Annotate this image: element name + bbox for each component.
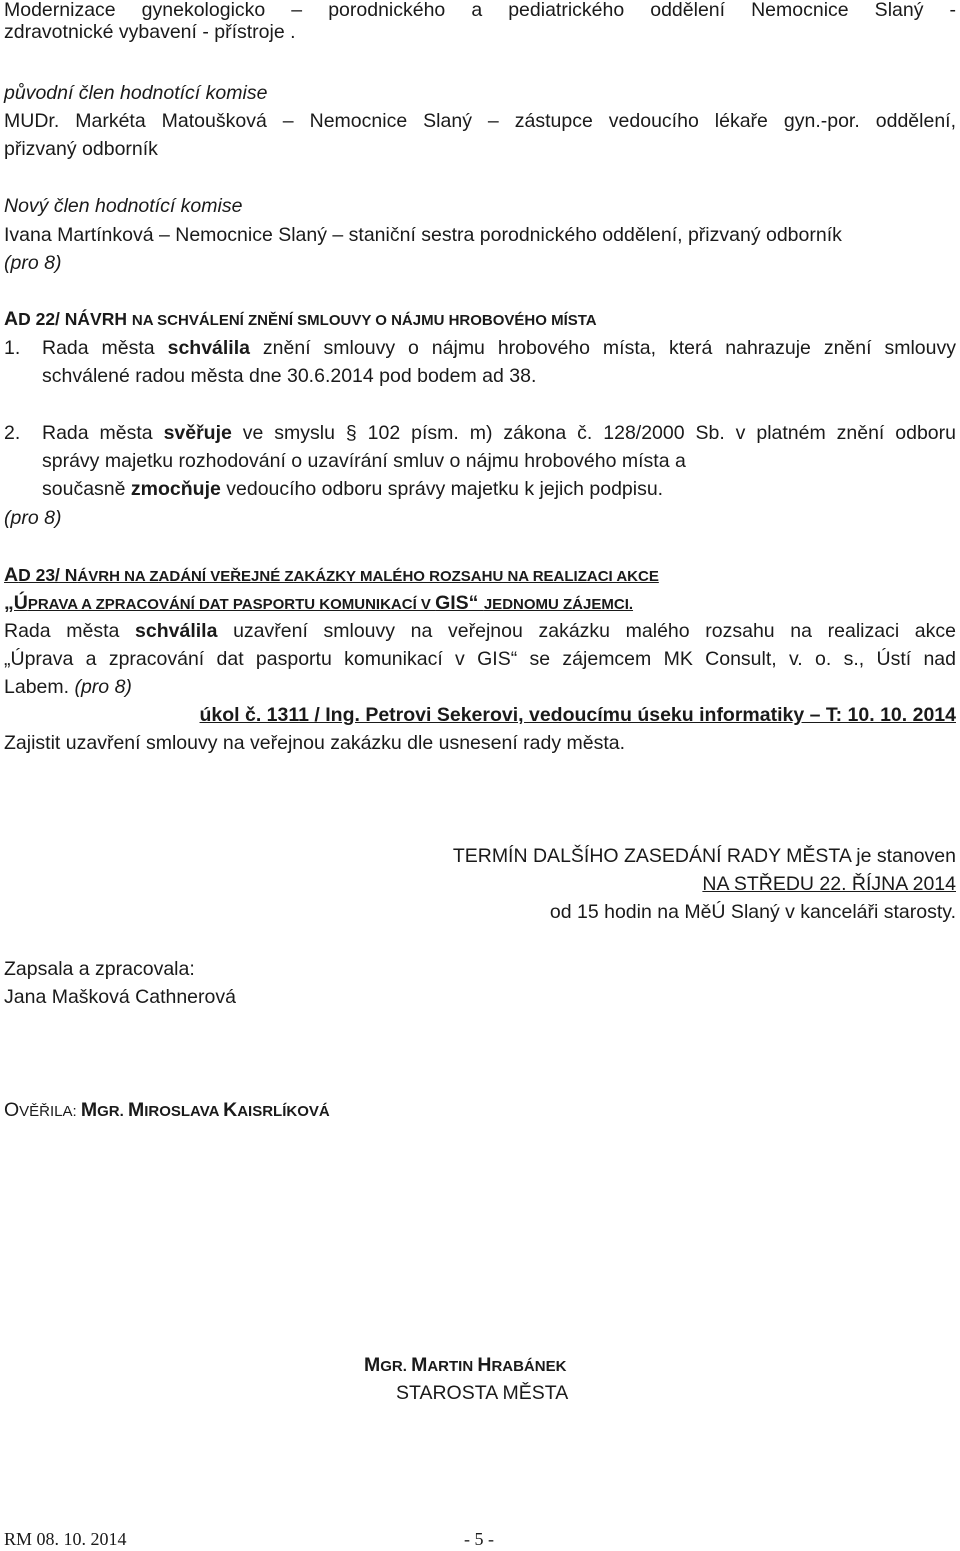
recorded-by-name: Jana Mašková Cathnerová — [4, 986, 236, 1008]
ad22-item-1-line-2: schválené radou města dne 30.6.2014 pod bodem ad 38. — [42, 365, 537, 387]
mayor-name: MGR. MARTIN HRABÁNEK — [364, 1354, 567, 1376]
new-member-heading: Nový člen hodnotící komise — [4, 195, 243, 217]
ad23-title-line-1: AD 23/ NÁVRH NA ZADÁNÍ VEŘEJNÉ ZAKÁZKY MALÉHO ROZSAHU NA REALIZACI AKCE — [4, 564, 659, 586]
footer-date: RM 08. 10. 2014 — [4, 1529, 127, 1549]
ad23-body-line-3: Labem. (pro 8) — [4, 676, 132, 698]
header-line-1: Modernizace gynekologicko – porodnického a pediatrického oddělení Nemocnice Slaný - — [4, 0, 956, 21]
ad22-item-2-line-1: Rada města svěřuje ve smyslu § 102 písm. m) zákona č. 128/2000 Sb. v platném znění odboru — [42, 422, 956, 444]
original-member-line-1: MUDr. Markéta Matoušková – Nemocnice Slaný – zástupce vedoucího lékaře gyn.-por. oddělení, — [4, 110, 956, 132]
next-meeting-date: NA STŘEDU 22. ŘÍJNA 2014 — [702, 873, 956, 895]
ad22-title: AD 22/ NÁVRH NA SCHVÁLENÍ ZNĚNÍ SMLOUVY O NÁJMU HROBOVÉHO MÍSTA — [4, 308, 597, 330]
ad23-task-text: Zajistit uzavření smlouvy na veřejnou zakázku dle usnesení rady města. — [4, 732, 626, 754]
new-member-vote: (pro 8) — [4, 252, 62, 274]
original-member-line-2: přizvaný odborník — [4, 138, 158, 160]
footer-page-number: - 5 - — [464, 1529, 494, 1549]
verified-by: OVĚŘILA: MGR. MIROSLAVA KAISRLÍKOVÁ — [4, 1099, 330, 1121]
mayor-title: STAROSTA MĚSTA — [396, 1382, 569, 1404]
ad23-task: úkol č. 1311 / Ing. Petrovi Sekerovi, vedoucímu úseku informatiky – T: 10. 10. 2014 — [199, 704, 956, 726]
header-line-2: zdravotnické vybavení - přístroje . — [4, 21, 296, 43]
original-member-heading: původní člen hodnotící komise — [4, 82, 268, 104]
ad22-vote: (pro 8) — [4, 507, 62, 529]
ad22-item-2-line-3: současně zmocňuje vedoucího odboru správy majetku k jejich podpisu. — [42, 478, 664, 500]
ad22-item-1-num: 1. — [4, 337, 21, 359]
ad22-item-2-num: 2. — [4, 422, 21, 444]
ad22-item-1-line-1: Rada města schválila znění smlouvy o nájmu hrobového místa, která nahrazuje znění smlouvy — [42, 337, 956, 359]
next-meeting-line-3: od 15 hodin na MěÚ Slaný v kanceláři starosty. — [549, 901, 956, 923]
ad22-item-2-line-2: správy majetku rozhodování o uzavírání smluv o nájmu hrobového místa a — [42, 450, 686, 472]
ad23-body-line-2: „Úprava a zpracování dat pasportu komunikací v GIS“ se zájemcem MK Consult, v. o. s., Ústí nad — [4, 648, 956, 670]
next-meeting-line-1: TERMÍN DALŠÍHO ZASEDÁNÍ RADY MĚSTA je stanoven — [452, 845, 956, 867]
ad23-body-line-1: Rada města schválila uzavření smlouvy na veřejnou zakázku malého rozsahu na realizaci akce — [4, 620, 956, 642]
recorded-by-label: Zapsala a zpracovala: — [4, 958, 195, 980]
new-member-line-1: Ivana Martínková – Nemocnice Slaný – staniční sestra porodnického oddělení, přizvaný odborník — [4, 224, 842, 246]
ad23-title-line-2: „ÚPRAVA A ZPRACOVÁNÍ DAT PASPORTU KOMUNIKACÍ V GIS“ JEDNOMU ZÁJEMCI. — [4, 592, 634, 614]
